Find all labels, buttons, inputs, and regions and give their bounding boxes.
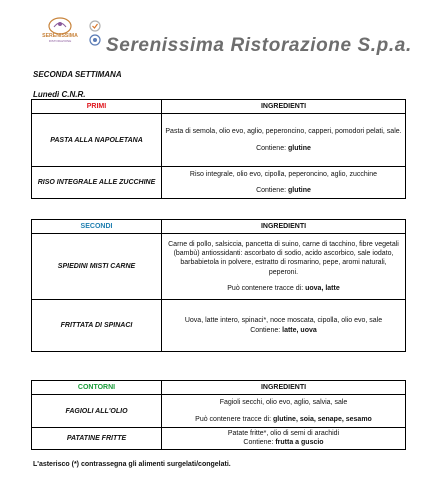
week-label: SECONDA SETTIMANA	[33, 70, 122, 79]
contains-line	[165, 326, 402, 335]
logo-subtext: RISTORAZIONE	[48, 39, 72, 43]
category-secondi: SECONDI	[32, 220, 162, 234]
ingredients-text: Patate fritte*, olio di semi di arachidi	[227, 430, 340, 437]
contains-line	[165, 284, 402, 293]
dish-ingredients	[162, 114, 406, 167]
contains-line	[165, 438, 402, 447]
dish-name: FRITTATA DI SPINACI	[32, 300, 162, 352]
table-header-row	[32, 100, 406, 114]
footer-note: L'asterisco (*) contrassegna gli alimenti surgelati/congelati.	[33, 461, 231, 468]
table-row	[32, 395, 406, 428]
logo-text: SERENISSIMA	[42, 33, 78, 39]
contains-line	[165, 186, 402, 195]
dish-name: SPIEDINI MISTI CARNE	[32, 234, 162, 300]
contains-label: Contiene:	[256, 144, 287, 152]
ingredients-text: Uova, latte intero, spinaci*, noce moscata, cipolla, olio evo, sale	[184, 317, 383, 325]
certification-icon	[88, 19, 102, 47]
ingredients-text: Fagioli secchi, olio evo, aglio, salvia, sale	[219, 399, 348, 407]
dish-ingredients	[162, 428, 406, 450]
header	[0, 0, 434, 62]
table-header-row	[32, 381, 406, 395]
day-label: Lunedì C.N.R.	[33, 90, 86, 99]
primi-table	[31, 99, 406, 199]
table-row	[32, 114, 406, 167]
table-header-row	[32, 220, 406, 234]
dish-ingredients	[162, 395, 406, 428]
contains-line	[165, 415, 402, 424]
contains-label: Può contenere tracce di:	[195, 415, 272, 423]
table-row	[32, 167, 406, 199]
company-logo	[34, 17, 86, 43]
secondi-table	[31, 219, 406, 352]
contains-label: Contiene:	[250, 326, 281, 334]
table-row	[32, 300, 406, 352]
ingredients-header: INGREDIENTI	[162, 381, 406, 395]
contorni-table	[31, 380, 406, 450]
dish-ingredients	[162, 234, 406, 300]
table-row	[32, 234, 406, 300]
ingredients-text: Riso integrale, olio evo, cipolla, peperoncino, aglio, zucchine	[189, 170, 378, 178]
dish-name: PATATINE FRITTE	[32, 428, 162, 450]
allergens: glutine	[287, 144, 311, 152]
category-contorni: CONTORNI	[32, 381, 162, 395]
contains-line	[165, 144, 402, 153]
contains-label: Può contenere tracce di:	[227, 284, 304, 292]
allergens: uova, latte	[305, 284, 340, 292]
contains-label: Contiene:	[256, 187, 287, 194]
ingredients-text: Pasta di semola, olio evo, aglio, peperoncino, capperi, pomodori pelati, sale.	[165, 128, 402, 136]
ingredients-header: INGREDIENTI	[162, 100, 406, 114]
allergens: latte, uova	[282, 326, 317, 334]
dish-name: PASTA ALLA NAPOLETANA	[32, 114, 162, 167]
allergens: frutta a guscio	[275, 439, 324, 447]
ingredients-text: Carne di pollo, salsiccia, pancetta di suino, carne di tacchino, fibre vegetali (bambù) antiossidanti: ascorbato di sodio, acido ascorbico, sale iodato, barbabietola in polvere, estratto di rosmarino, pepe, aromi naturali, peperoni.	[168, 240, 399, 276]
dish-name: RISO INTEGRALE ALLE ZUCCHINE	[32, 167, 162, 199]
allergens: glutine, soia, senape, sesamo	[273, 415, 372, 423]
category-primi: PRIMI	[32, 100, 162, 114]
company-name: Serenissima Ristorazione S.p.a.	[106, 35, 412, 56]
dish-name: FAGIOLI ALL'OLIO	[32, 395, 162, 428]
table-row	[32, 428, 406, 450]
allergens: glutine	[287, 187, 311, 194]
contains-label: Contiene:	[243, 439, 274, 447]
ingredients-header: INGREDIENTI	[162, 220, 406, 234]
dish-ingredients	[162, 167, 406, 199]
dish-ingredients	[162, 300, 406, 352]
